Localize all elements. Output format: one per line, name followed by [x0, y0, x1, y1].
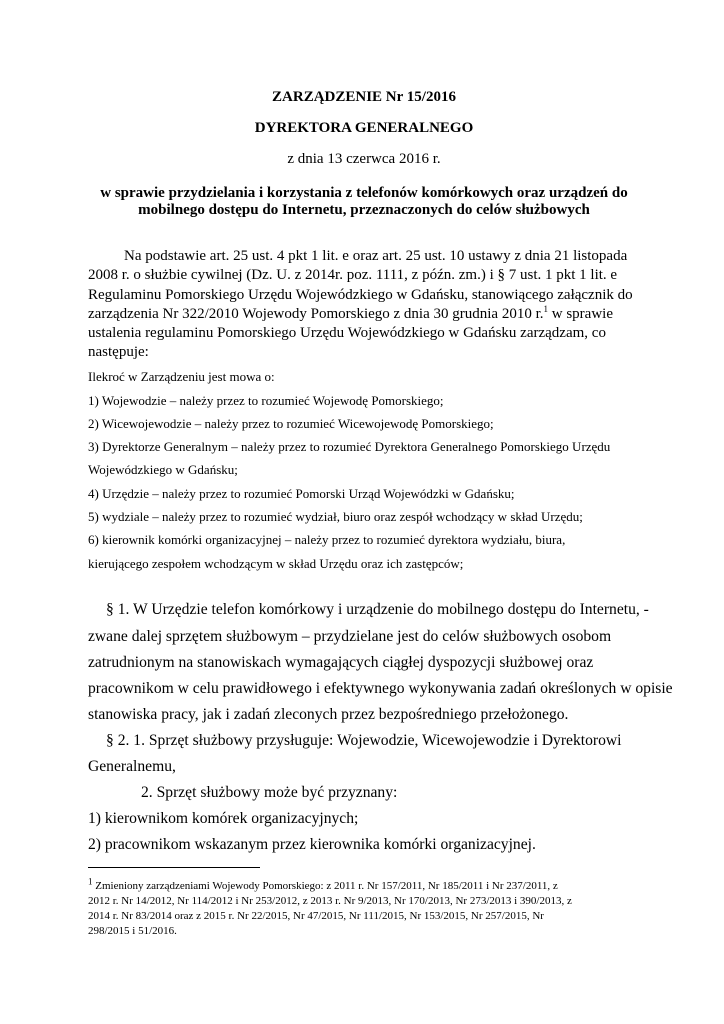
footnote-line: [88, 876, 558, 892]
section-1-line: § 1. W Urzędzie telefon komórkowy i urządzenie do mobilnego dostępu do Internetu, -: [106, 601, 649, 618]
section-1-line: zwane dalej sprzętem służbowym – przydzielane jest do celów służbowych osobom: [88, 628, 612, 645]
preamble-text: w sprawie: [548, 306, 613, 322]
footnote-text: Zmieniony zarządzeniami Wojewody Pomorskiego: z 2011 r. Nr 157/2011, Nr 185/2011 i Nr 237/2011, z: [92, 880, 558, 892]
section-1-line: zatrudnionym na stanowiskach wymagających ciągłej dyspozycji służbowej oraz: [88, 654, 594, 671]
issuer-heading: DYREKTORA GENERALNEGO: [254, 120, 474, 136]
preamble-line: [88, 306, 613, 323]
definition-item: 1) Wojewodzie – należy przez to rozumieć Wojewodę Pomorskiego;: [88, 393, 444, 408]
preamble-line: 2008 r. o służbie cywilnej (Dz. U. z 2014r. poz. 1111, z późn. zm.) i § 7 ust. 1 pkt 1 lit. e: [88, 267, 618, 283]
definition-item: 6) kierownik komórki organizacyjnej – należy przez to rozumieć dyrektora wydziału, biura,: [88, 532, 566, 547]
definition-item: 3) Dyrektorze Generalnym – należy przez to rozumieć Dyrektora Generalnego Pomorskiego Urzędu: [88, 439, 611, 454]
preamble-line: następuje:: [88, 344, 149, 360]
footnote-line: 2012 r. Nr 14/2012, Nr 114/2012 i Nr 253/2012, z 2013 r. Nr 9/2013, Nr 170/2013, Nr 273/2013 i 390/2013, z: [88, 895, 572, 907]
subject-line-1: w sprawie przydzielania i korzystania z telefonów komórkowych oraz urządzeń do: [100, 185, 628, 201]
footnote-line: 2014 r. Nr 83/2014 oraz z 2015 r. Nr 22/2015, Nr 47/2015, Nr 111/2015, Nr 153/2015, Nr 257/2015, Nr: [88, 910, 544, 922]
section-1-line: pracownikom w celu prawidłowego i efektywnego wykonywania zadań określonych w opisie: [88, 680, 673, 697]
document-title: ZARZĄDZENIE Nr 15/2016: [272, 89, 456, 105]
footnote-reference: 1: [543, 304, 548, 314]
footnote-mark: 1: [88, 876, 93, 887]
definition-item: 4) Urzędzie – należy przez to rozumieć Pomorski Urząd Wojewódzki w Gdańsku;: [88, 486, 515, 501]
section-2-line: § 2. 1. Sprzęt służbowy przysługuje: Wojewodzie, Wicewojewodzie i Dyrektorowi: [106, 732, 622, 749]
section-1-line: stanowiska pracy, jak i zadań zleconych przez bezpośredniego przełożonego.: [88, 706, 569, 723]
preamble-text: zarządzenia Nr 322/2010 Wojewody Pomorskiego z dnia 30 grudnia 2010 r.: [88, 306, 544, 322]
preamble-line: Na podstawie art. 25 ust. 4 pkt 1 lit. e oraz art. 25 ust. 10 ustawy z dnia 21 listopada: [124, 248, 628, 264]
definition-item: Wojewódzkiego w Gdańsku;: [88, 462, 238, 477]
section-2-item: 1) kierownikom komórek organizacyjnych;: [88, 810, 359, 827]
section-2-item: 2) pracownikom wskazanym przez kierownika komórki organizacyjnej.: [88, 836, 536, 853]
definition-item: 5) wydziale – należy przez to rozumieć wydział, biuro oraz zespół wchodzący w skład Urzędu;: [88, 509, 583, 524]
section-2-item: 2. Sprzęt służbowy może być przyznany:: [141, 784, 398, 801]
preamble-line: ustalenia regulaminu Pomorskiego Urzędu Wojewódzkiego w Gdańsku zarządzam, co: [88, 325, 606, 341]
footnote-line: 298/2015 i 51/2016.: [88, 925, 177, 937]
definitions-intro: Ilekroć w Zarządzeniu jest mowa o:: [88, 369, 275, 384]
section-2-line: Generalnemu,: [88, 758, 176, 775]
footnote-separator: [88, 867, 260, 868]
document-date: z dnia 13 czerwca 2016 r.: [287, 151, 441, 167]
subject-line-2: mobilnego dostępu do Internetu, przeznaczonych do celów służbowych: [138, 202, 590, 218]
definition-item: 2) Wicewojewodzie – należy przez to rozumieć Wicewojewodę Pomorskiego;: [88, 416, 494, 431]
definition-item: kierującego zespołem wchodzącym w skład Urzędu oraz ich zastępców;: [88, 556, 464, 571]
preamble-line: Regulaminu Pomorskiego Urzędu Wojewódzkiego w Gdańsku, stanowiącego załącznik do: [88, 287, 633, 303]
